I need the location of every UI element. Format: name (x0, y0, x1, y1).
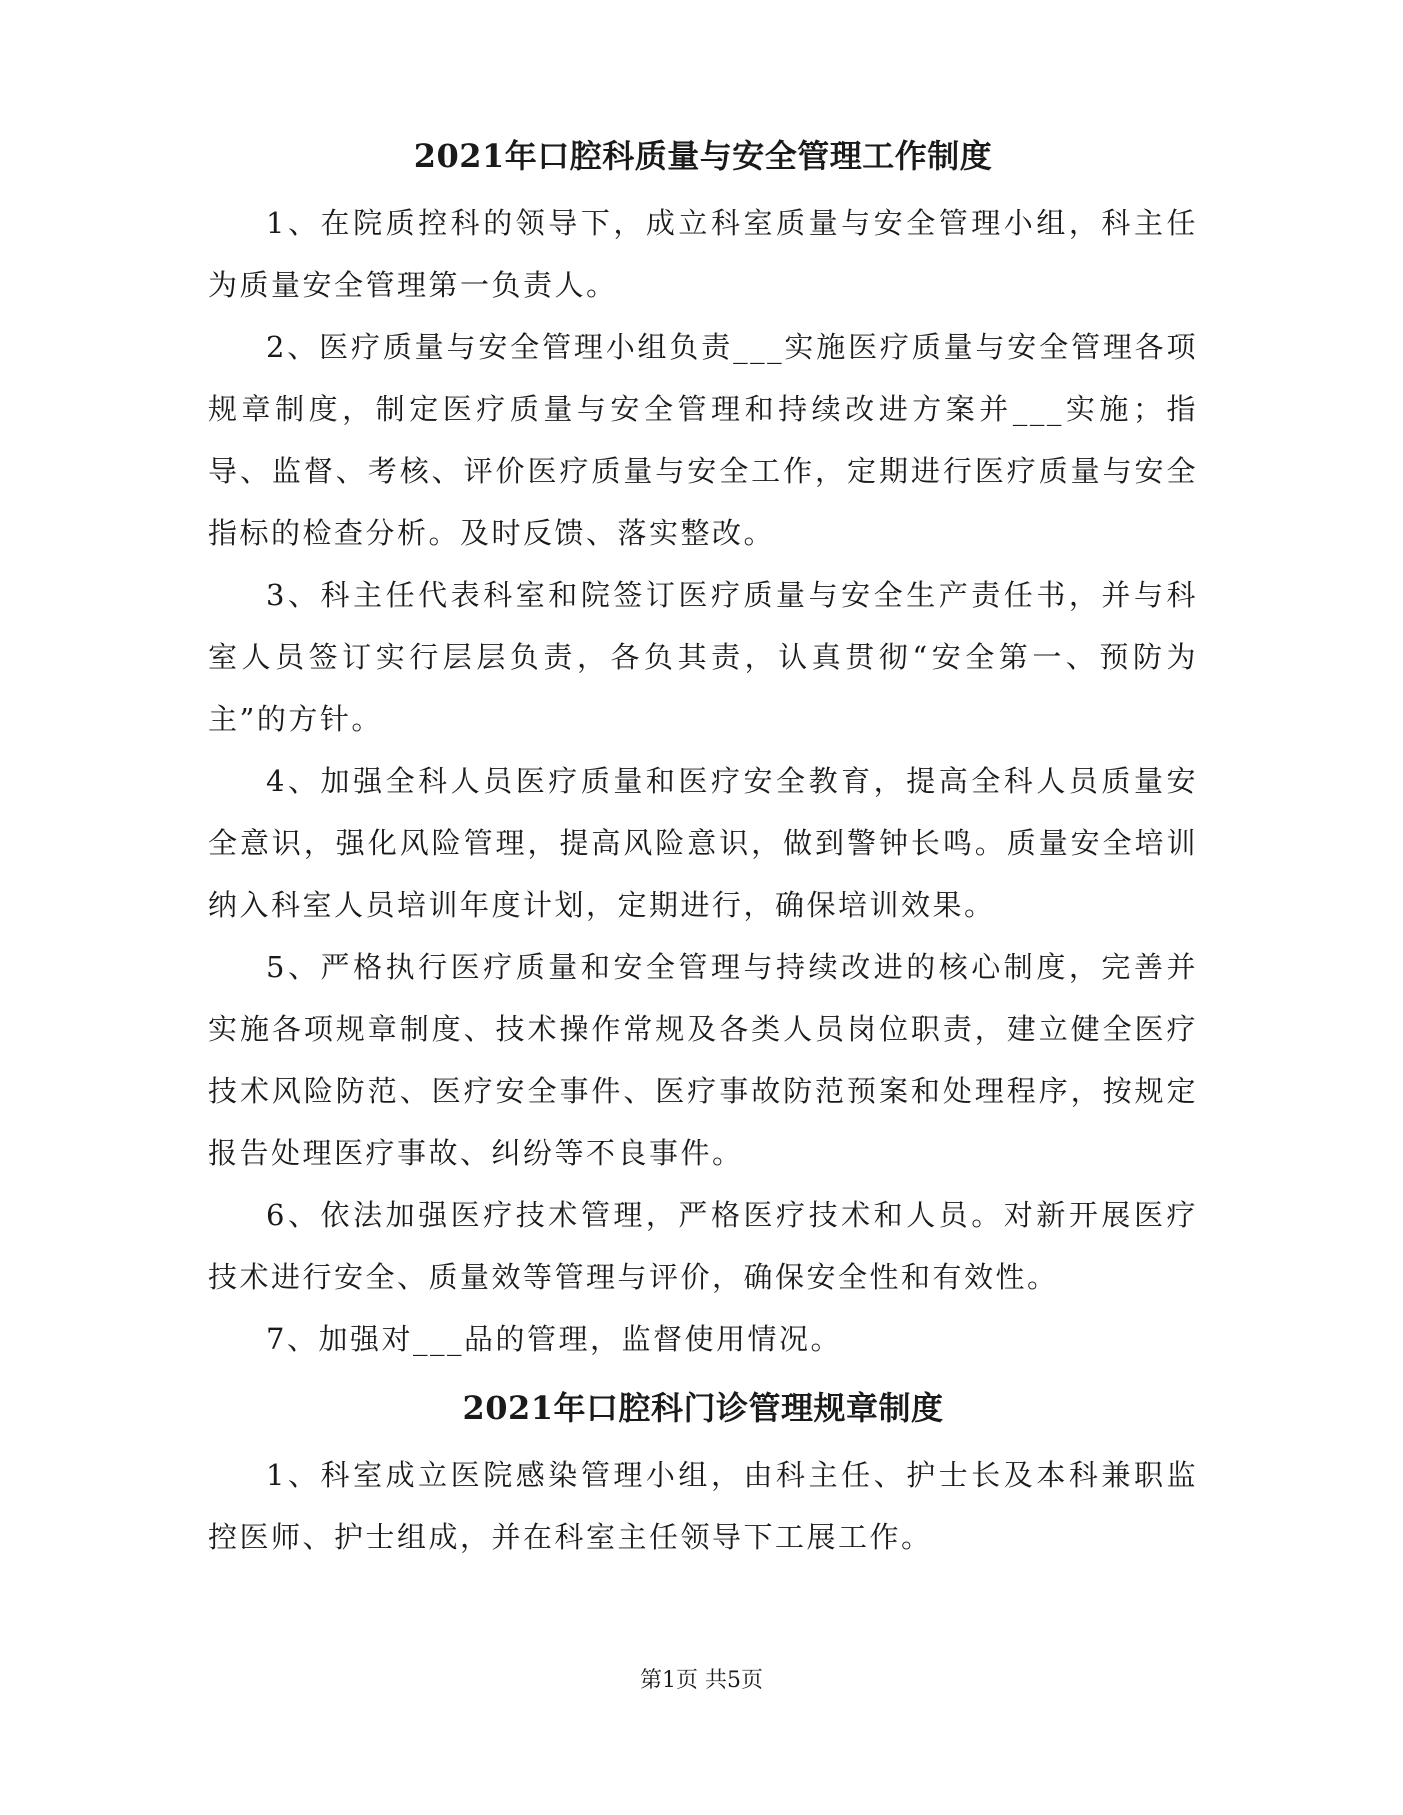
document-body (208, 120, 1198, 1568)
paragraph-item-6: 6、依法加强医疗技术管理，严格医疗技术和人员。对新开展医疗技术进行安全、质量效等管理与评价，确保安全性和有效性。 (208, 1198, 1198, 1294)
paragraph-item-1: 1、在院质控科的领导下，成立科室质量与安全管理小组，科主任为质量安全管理第一负责人。 (208, 206, 1198, 302)
paragraph-item-5: 5、严格执行医疗质量和安全管理与持续改进的核心制度，完善并实施各项规章制度、技术操作常规及各类人员岗位职责，建立健全医疗技术风险防范、医疗安全事件、医疗事故防范预案和处理程序，按规定报告处理医疗事故、纠纷等不良事件。 (208, 950, 1198, 1170)
paragraph-outpatient-item-1: 1、科室成立医院感染管理小组，由科主任、护士长及本科兼职监控医师、护士组成，并在科室主任领导下工展工作。 (208, 1458, 1198, 1554)
page-footer: 第1页 共5页 (640, 1668, 763, 1693)
paragraph-item-7: 7、加强对___品的管理，监督使用情况。 (266, 1322, 842, 1356)
paragraph-item-2: 2、医疗质量与安全管理小组负责___实施医疗质量与安全管理各项规章制度，制定医疗质量与安全管理和持续改进方案并___实施；指导、监督、考核、评价医疗质量与安全工作，定期进行医疗质量与安全指标的检查分析。及时反馈、落实整改。 (208, 330, 1198, 550)
paragraph-item-4: 4、加强全科人员医疗质量和医疗安全教育，提高全科人员质量安全意识，强化风险管理，提高风险意识，做到警钟长鸣。质量安全培训纳入科室人员培训年度计划，定期进行，确保培训效果。 (208, 764, 1198, 922)
paragraph-item-3: 3、科主任代表科室和院签订医疗质量与安全生产责任书，并与科室人员签订实行层层负责，各负其责，认真贯彻“安全第一、预防为主”的方针。 (208, 578, 1198, 736)
section-title-outpatient-rules: 2021年口腔科门诊管理规章制度 (462, 1389, 944, 1427)
section-title-quality-safety: 2021年口腔科质量与安全管理工作制度 (413, 137, 993, 175)
